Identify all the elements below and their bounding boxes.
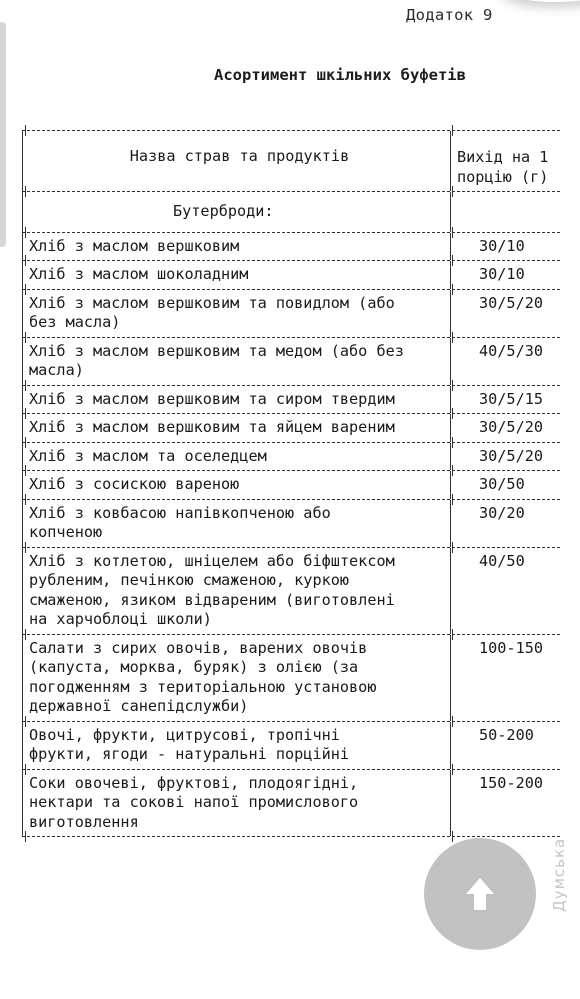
table-body (22, 233, 560, 838)
table-header-row (22, 131, 560, 191)
table-row (22, 548, 560, 634)
product-name: Хліб з маслом вершковим та сиром твердим (23, 386, 451, 414)
table-divider (22, 836, 560, 837)
portion-value: 40/50 (479, 551, 525, 570)
table-row (22, 414, 560, 442)
table-row (22, 261, 560, 289)
table-row (22, 233, 560, 261)
product-name: Хліб з котлетою, шніцелем або біфштексом рубленим, печінкою смаженою, куркою смаженою, язиком відвареним (виготовлені на харчоблоці школи) (23, 548, 451, 634)
portion-value: 30/5/15 (479, 389, 544, 408)
portion-value: 30/5/20 (479, 446, 544, 465)
product-name: Хліб з маслом та оселедцем (23, 443, 451, 471)
scroll-to-top-button[interactable] (424, 838, 536, 950)
column-header-portion: Вихід на 1 порцію (г) (457, 148, 549, 186)
portion-value: 100-150 (479, 638, 544, 657)
arrow-up-icon (460, 874, 500, 914)
portion-value: 30/20 (479, 503, 525, 522)
product-name: Хліб з маслом шоколадним (23, 261, 451, 289)
scroll-indicator[interactable] (0, 22, 6, 247)
product-name: Хліб з маслом вершковим (23, 233, 451, 261)
portion-value: 30/5/20 (479, 418, 544, 436)
product-name: Хліб з маслом вершковим та медом (або без масла) (23, 338, 451, 385)
portion-value: 30/5/20 (479, 293, 544, 312)
product-name: Соки овочеві, фруктові, плодоягідні, нектари та сокові напої промислового виготовлення (23, 770, 451, 837)
section-label: Бутерброди: (23, 192, 451, 232)
table-row (22, 500, 560, 547)
portion-value: 30/10 (479, 265, 525, 283)
portion-value: 40/5/30 (479, 341, 544, 360)
table-row (22, 471, 560, 499)
table-row (22, 722, 560, 769)
watermark: Думська (550, 837, 568, 912)
product-name: Хліб з маслом вершковим та повидлом (або без масла) (23, 290, 451, 337)
table-row (22, 290, 560, 337)
product-name: Хліб з ковбасою напівкопченою або копченою (23, 500, 451, 547)
portion-value: 30/10 (479, 236, 525, 255)
table-row (22, 338, 560, 385)
table-row (22, 443, 560, 471)
portion-value: 150-200 (479, 773, 544, 792)
section-row (22, 192, 560, 232)
product-name: Салати з сирих овочів, варених овочів (капуста, морква, буряк) з олією (за погодженням з територіальною установою державної санепідслужби) (23, 635, 451, 721)
product-name: Овочі, фрукти, цитрусові, тропічні фрукти, ягоди - натуральні порційні (23, 722, 451, 769)
header-shadow (500, 0, 580, 2)
column-header-name: Назва страв та продуктів (23, 131, 451, 191)
table-row (22, 386, 560, 414)
assortment-table (22, 130, 560, 837)
product-name: Хліб з маслом вершковим та яйцем вареним (23, 414, 451, 442)
table-row (22, 770, 560, 837)
document-title: Асортимент шкільних буфетів (214, 66, 466, 84)
portion-value: 50-200 (479, 725, 534, 744)
table-row (22, 635, 560, 721)
addendum-label: Додаток 9 (406, 6, 493, 24)
portion-value: 30/50 (479, 475, 525, 493)
product-name: Хліб з сосискою вареною (23, 471, 451, 499)
